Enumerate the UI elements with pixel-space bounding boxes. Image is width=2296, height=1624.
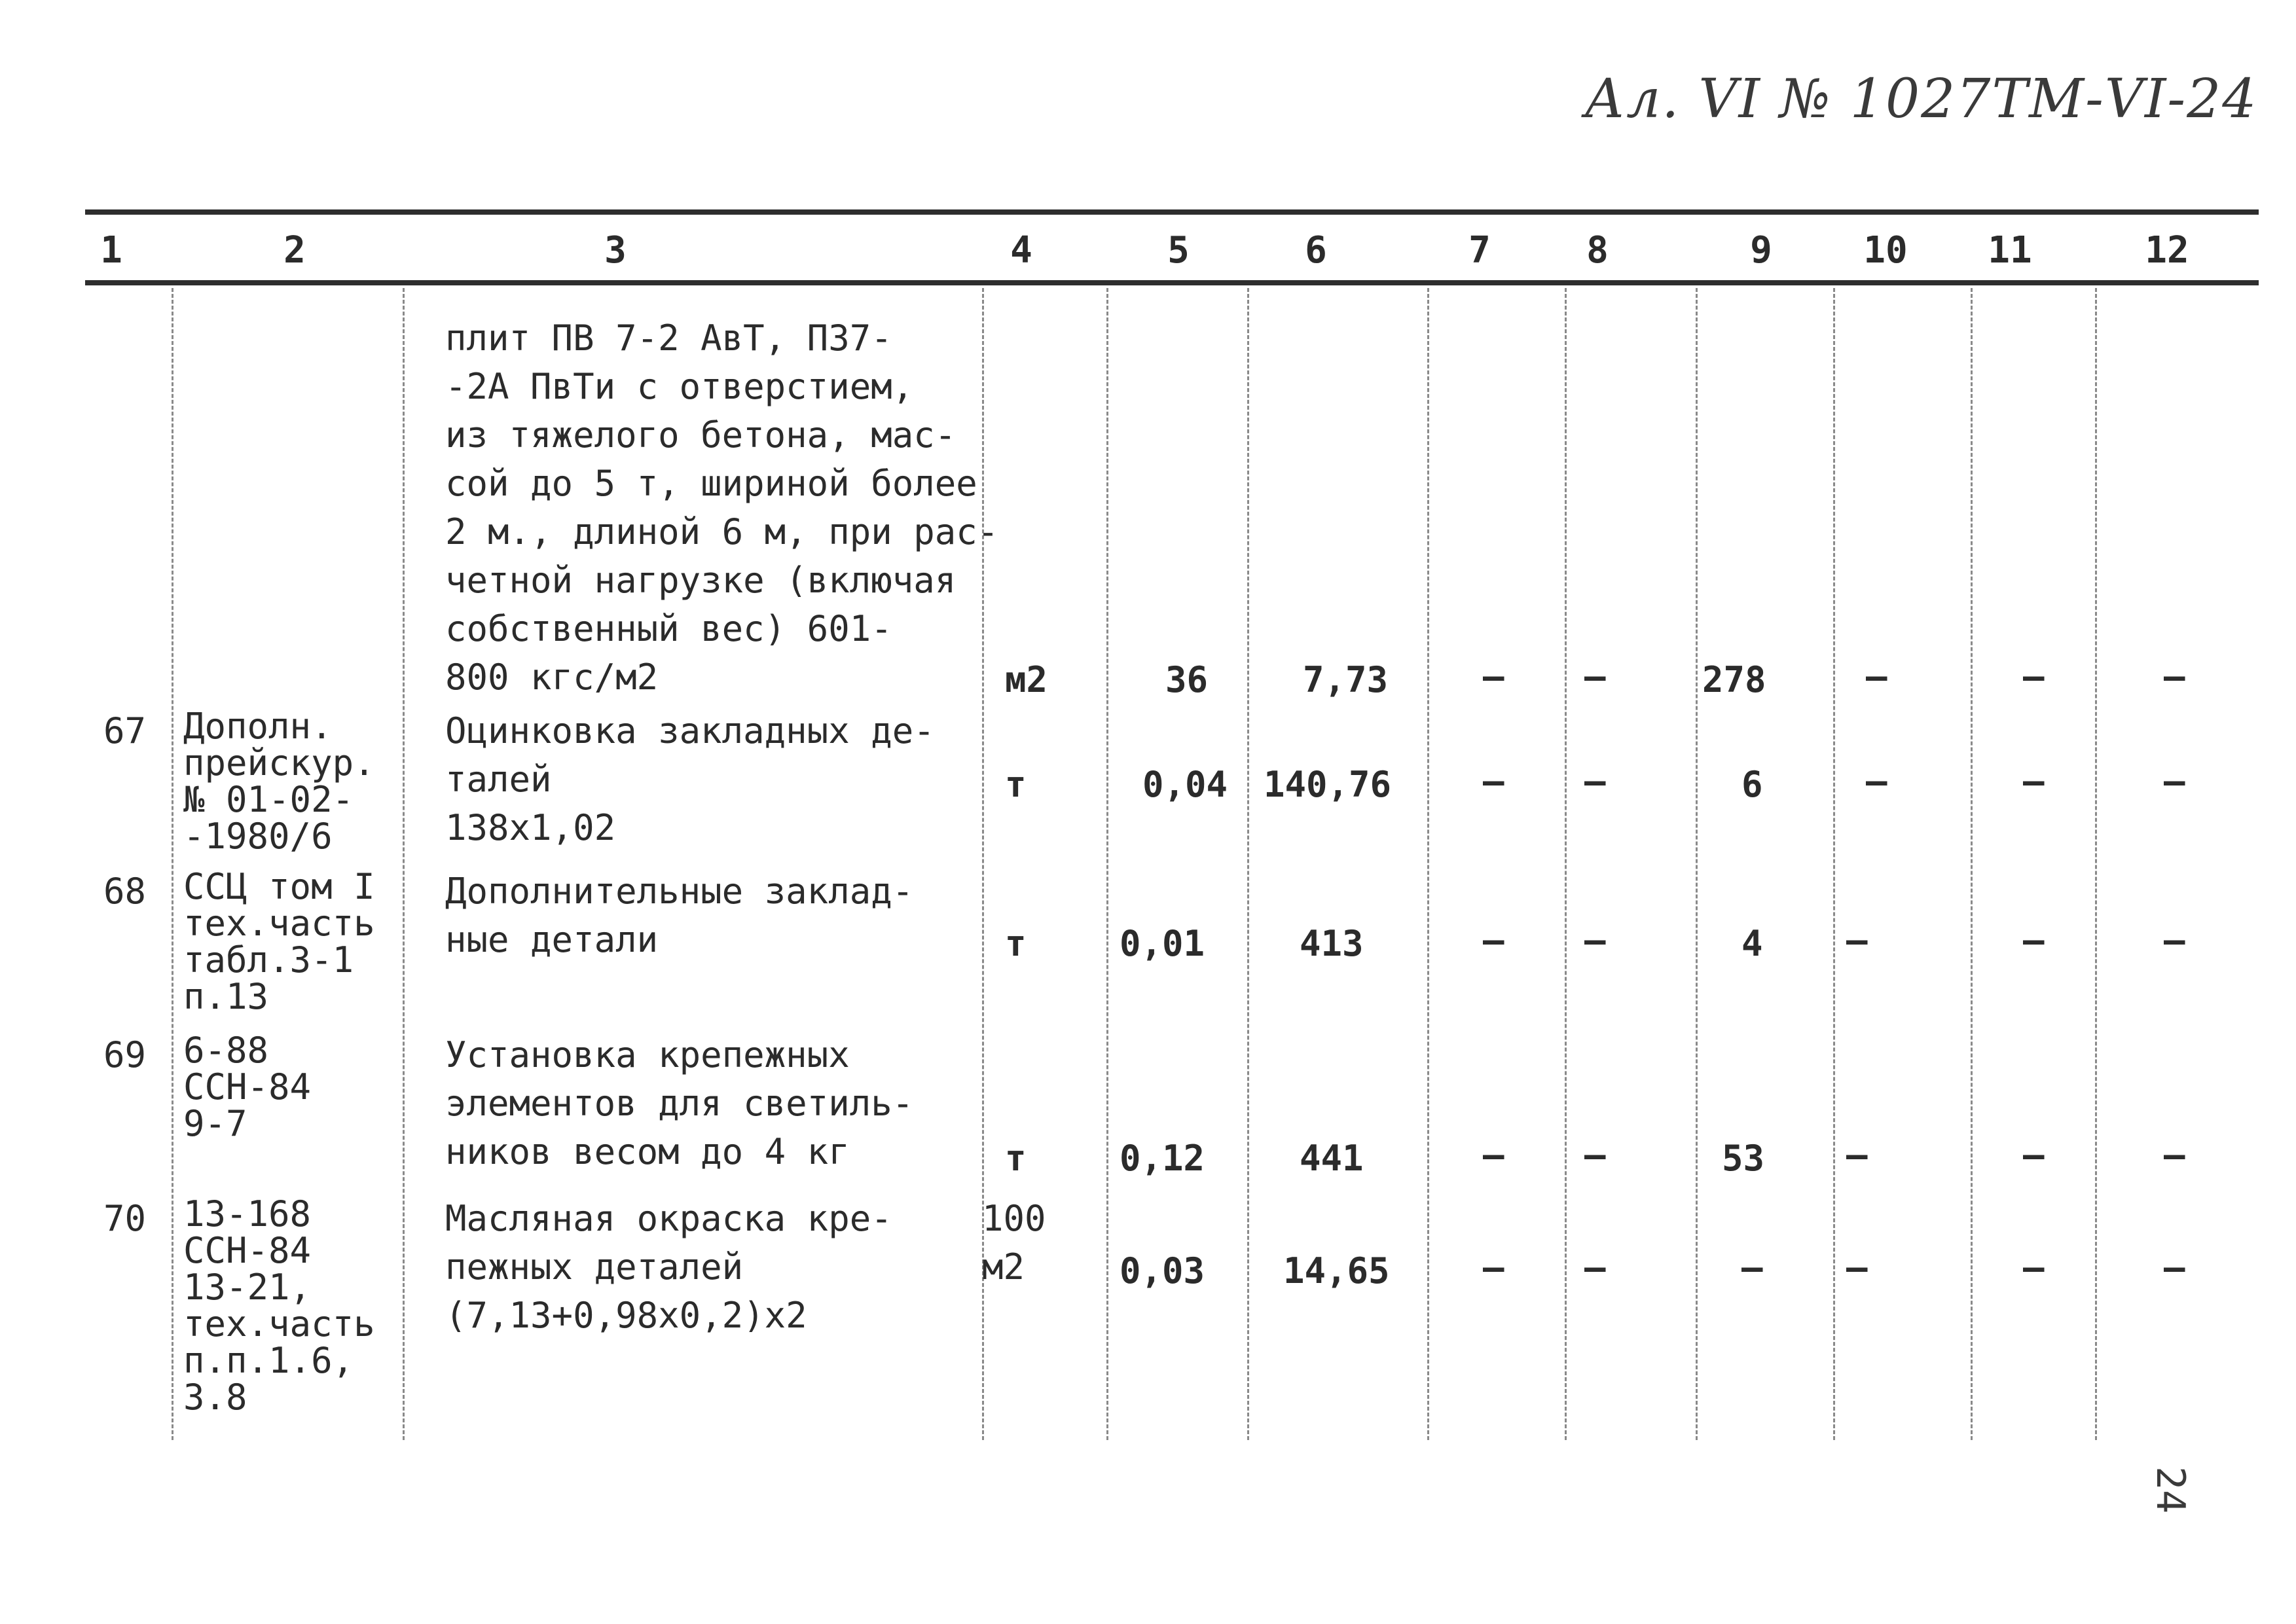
row-67-col10: – <box>1866 761 1887 802</box>
row-68-qty: 0,01 <box>1120 923 1205 964</box>
row-69-reference: 6-88 ССН-84 9-7 <box>183 1030 312 1144</box>
row-70-col7: – <box>1483 1247 1504 1288</box>
row-68-col9: 4 <box>1741 923 1763 964</box>
continuation-description: плит ПВ 7-2 АвТ, П37- -2А ПвТи с отверстием, из тяжелого бетона, мас- сой до 5 т, шириной более 2 м., длиной 6 м, при рас- четной нагрузке (включая собственный вес) 601- 800 кгс/м2 <box>445 317 999 698</box>
continuation-col8: – <box>1584 656 1606 697</box>
continuation-unit: м2 <box>1005 659 1048 700</box>
row-69-col12: – <box>2164 1134 2185 1176</box>
row-68-col10: – <box>1846 920 1868 961</box>
row-69-col8: – <box>1584 1134 1606 1176</box>
column-number-11: 11 <box>1988 229 2032 272</box>
row-70-col9: – <box>1741 1247 1763 1288</box>
column-number-7: 7 <box>1468 229 1491 272</box>
row-67-col9: 6 <box>1741 764 1763 805</box>
row-67-col12: – <box>2164 761 2185 802</box>
continuation-qty: 36 <box>1165 659 1209 700</box>
row-68-col12: – <box>2164 920 2185 961</box>
row-70-col11: – <box>2023 1247 2045 1288</box>
row-70-number: 70 <box>103 1198 147 1239</box>
row-67-col7: – <box>1483 761 1504 802</box>
row-70-qty: 0,03 <box>1120 1250 1205 1291</box>
row-70-price: 14,65 <box>1283 1250 1390 1291</box>
row-68-col7: – <box>1483 920 1504 961</box>
column-number-12: 12 <box>2145 229 2189 272</box>
column-divider <box>1696 288 1698 1440</box>
row-67-unit: т <box>1005 764 1027 805</box>
row-68-col11: – <box>2023 920 2045 961</box>
row-70-unit: 100 м2 <box>982 1198 1046 1288</box>
row-67-price: 140,76 <box>1264 764 1392 805</box>
column-number-10: 10 <box>1863 229 1908 272</box>
document-code-note: Ал. VI № 1027ТМ-VI-24 <box>1584 68 2258 130</box>
row-68-description: Дополнительные заклад- ные детали <box>445 871 914 960</box>
row-70-col10: – <box>1846 1247 1868 1288</box>
continuation-price: 7,73 <box>1303 659 1389 700</box>
row-69-col9: 53 <box>1722 1138 1765 1179</box>
column-number-3: 3 <box>604 229 627 272</box>
continuation-col12: – <box>2164 656 2185 697</box>
column-number-4: 4 <box>1010 229 1032 272</box>
row-69-col10: – <box>1846 1134 1868 1176</box>
row-69-price: 441 <box>1300 1138 1364 1179</box>
row-69-col7: – <box>1483 1134 1504 1176</box>
row-69-qty: 0,12 <box>1120 1138 1205 1179</box>
column-number-2: 2 <box>283 229 306 272</box>
row-67-reference: Дополн. прейскур. № 01-02- -1980/6 <box>183 706 375 857</box>
row-68-unit: т <box>1005 923 1027 964</box>
row-68-reference: ССЦ том I тех.часть табл.3-1 п.13 <box>183 866 375 1017</box>
column-divider <box>172 288 173 1440</box>
table-header-rule <box>85 280 2259 285</box>
continuation-col10: – <box>1866 656 1887 697</box>
column-divider <box>1247 288 1249 1440</box>
column-divider <box>1565 288 1567 1440</box>
row-70-col12: – <box>2164 1247 2185 1288</box>
row-68-number: 68 <box>103 871 147 912</box>
continuation-col9: 278 <box>1702 659 1766 700</box>
row-67-qty: 0,04 <box>1142 764 1228 805</box>
table-top-rule <box>85 209 2259 215</box>
column-number-1: 1 <box>100 229 122 272</box>
column-divider <box>1106 288 1108 1440</box>
continuation-col7: – <box>1483 656 1504 697</box>
column-divider <box>403 288 405 1440</box>
page-number: 24 <box>2147 1466 2193 1514</box>
row-67-col8: – <box>1584 761 1606 802</box>
row-68-price: 413 <box>1300 923 1364 964</box>
column-number-9: 9 <box>1750 229 1772 272</box>
row-69-description: Установка крепежных элементов для светиль- ников весом до 4 кг <box>445 1034 914 1172</box>
row-70-reference: 13-168 ССН-84 13-21, тех.часть п.п.1.6, 3.8 <box>183 1193 375 1418</box>
column-number-5: 5 <box>1167 229 1190 272</box>
row-67-description: Оцинковка закладных де- талей 138х1,02 <box>445 710 935 848</box>
column-divider <box>1833 288 1835 1440</box>
row-70-description: Масляная окраска кре- пежных деталей (7,13+0,98х0,2)х2 <box>445 1198 892 1336</box>
column-divider <box>1971 288 1973 1440</box>
column-number-6: 6 <box>1305 229 1327 272</box>
row-67-col11: – <box>2023 761 2045 802</box>
row-67-number: 67 <box>103 710 147 751</box>
row-69-number: 69 <box>103 1034 147 1075</box>
row-69-col11: – <box>2023 1134 2045 1176</box>
continuation-col11: – <box>2023 656 2045 697</box>
column-number-8: 8 <box>1586 229 1609 272</box>
column-divider <box>2095 288 2097 1440</box>
row-69-unit: т <box>1005 1138 1027 1179</box>
row-70-col8: – <box>1584 1247 1606 1288</box>
column-divider <box>1427 288 1429 1440</box>
row-68-col8: – <box>1584 920 1606 961</box>
